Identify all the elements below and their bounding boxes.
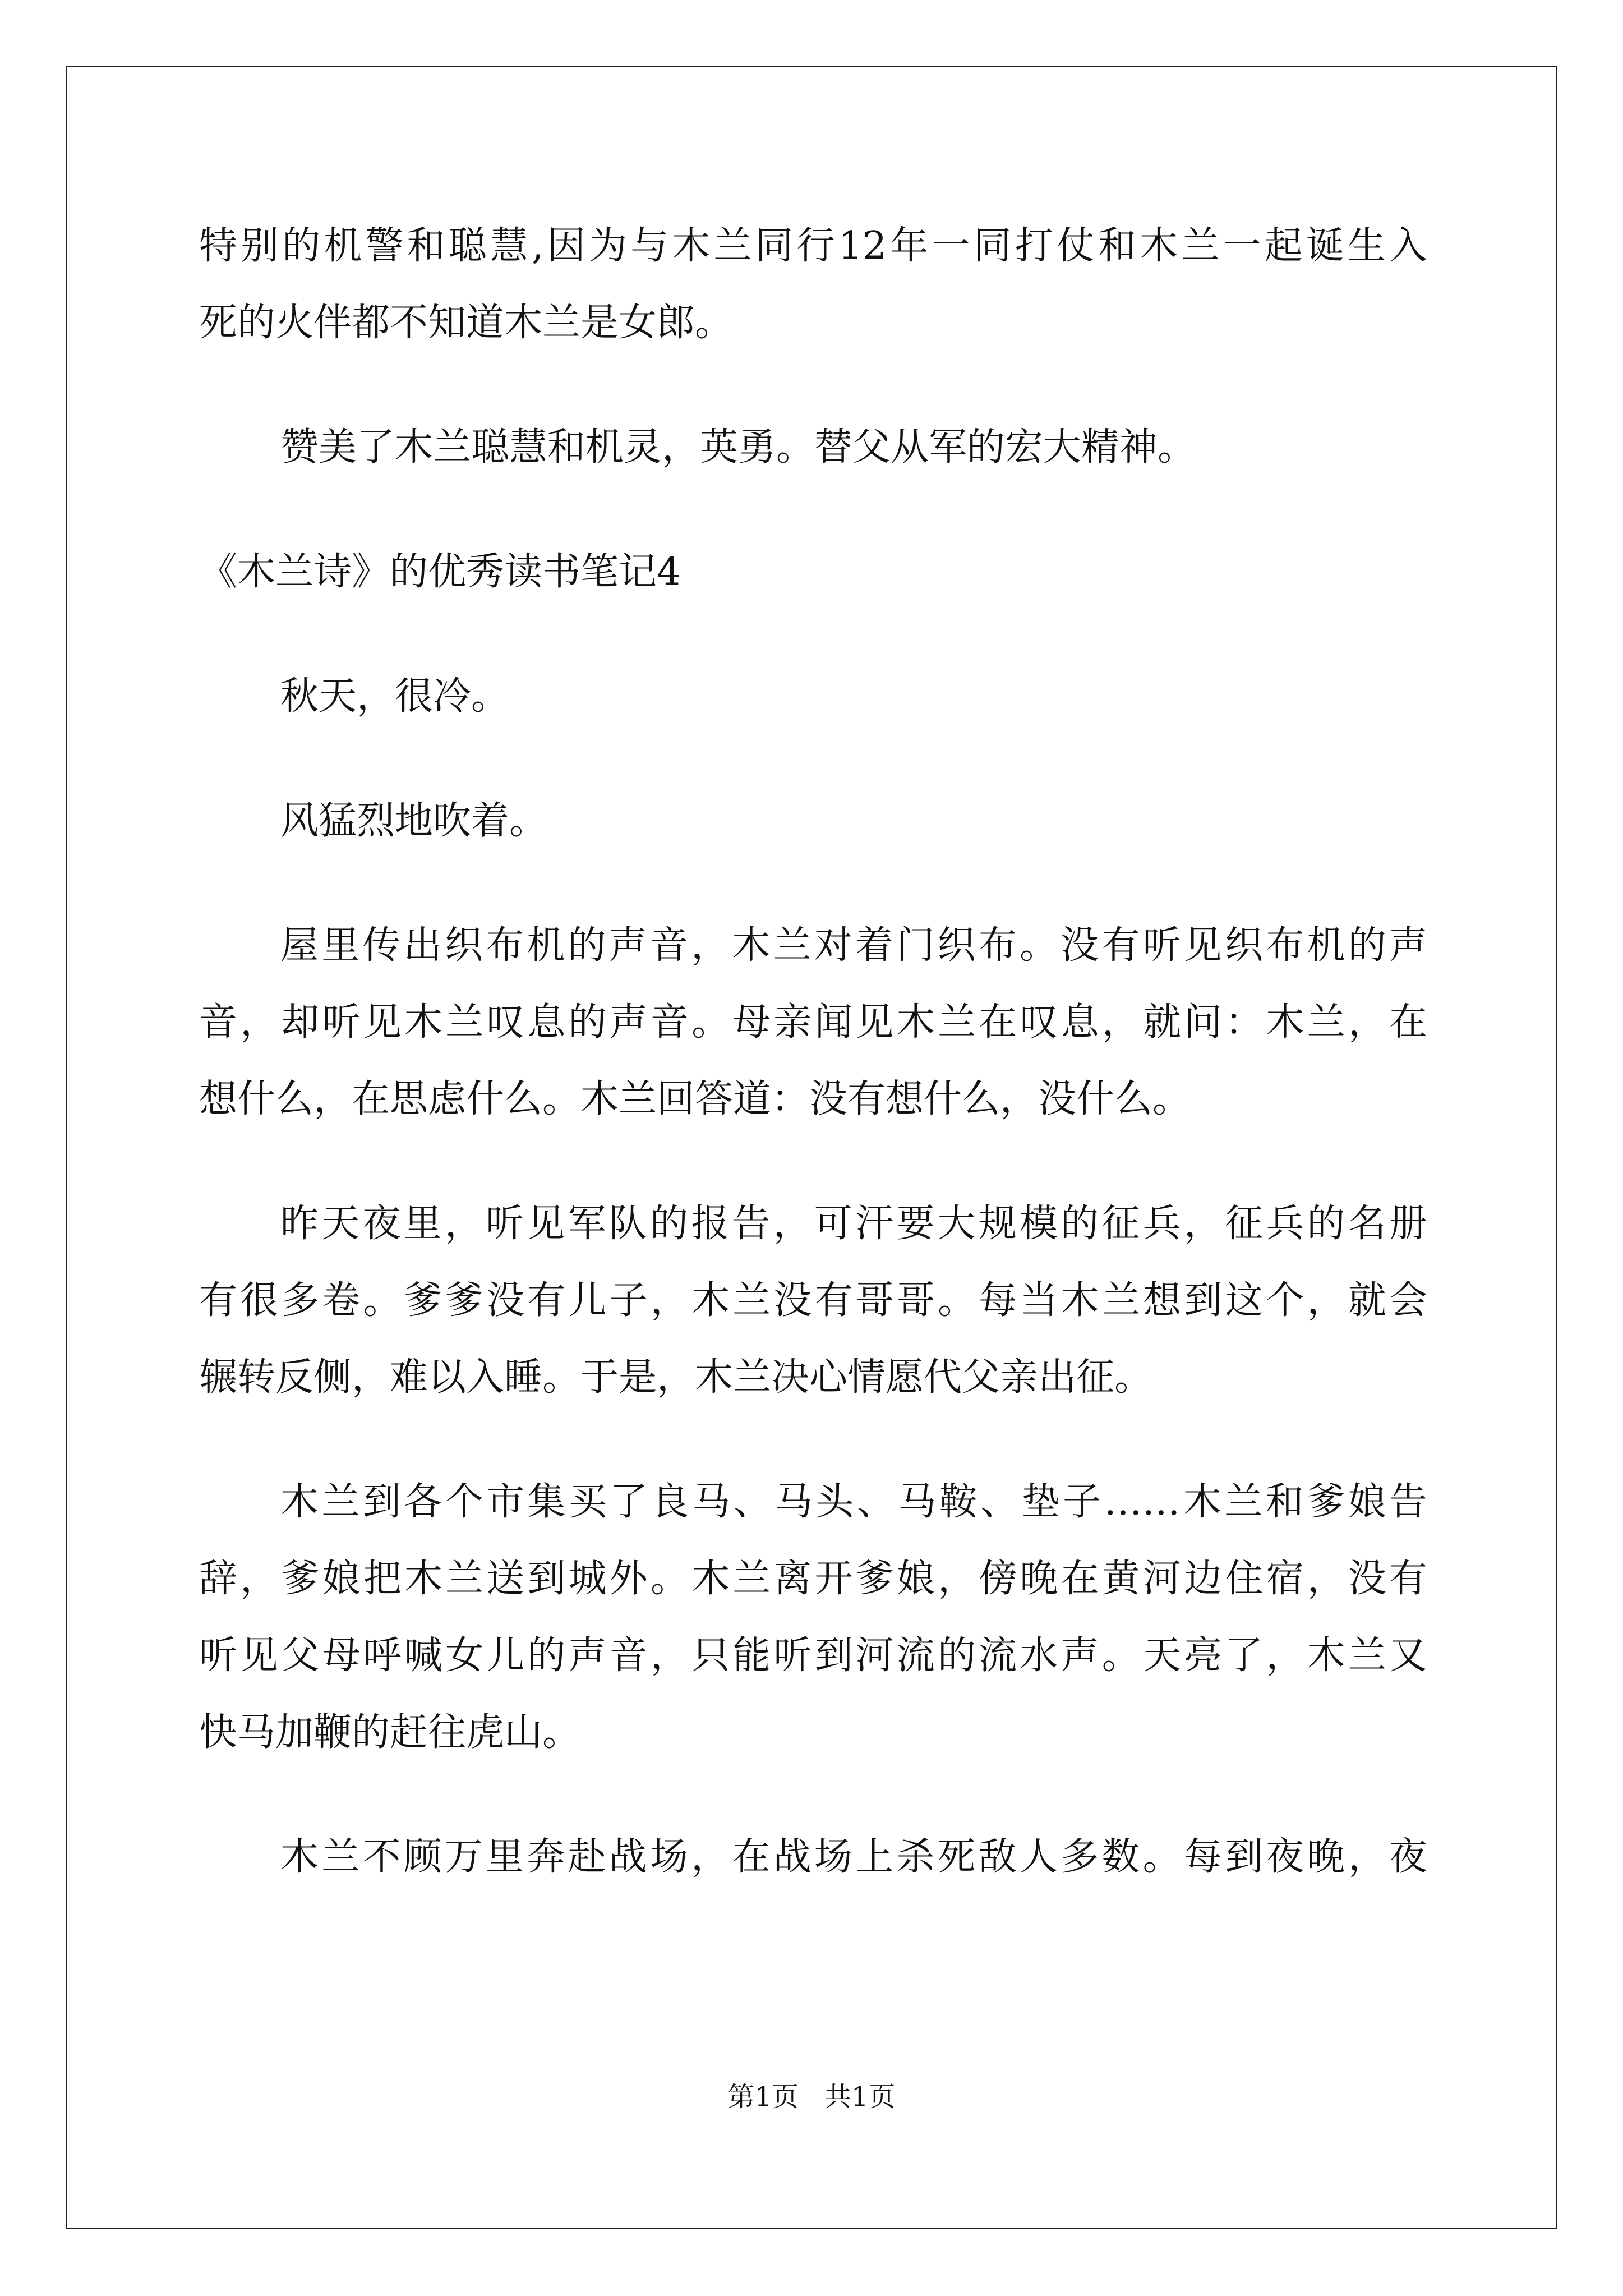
page-number-footer: 第1页 共1页 xyxy=(727,2081,896,2113)
paragraph-line: 音，却听见木兰叹息的声音。母亲闻见木兰在叹息，就问：木兰，在 xyxy=(199,1000,1427,1045)
section-heading: 《木兰诗》的优秀读书笔记4 xyxy=(199,550,681,594)
paragraph-line: 听见父母呼喊女儿的声音，只能听到河流的流水声。天亮了，木兰又 xyxy=(199,1634,1427,1678)
paragraph-line: 想什么，在思虑什么。木兰回答道：没有想什么，没什么。 xyxy=(199,1077,1191,1121)
paragraph-line: 辗转反侧，难以入睡。于是，木兰决心情愿代父亲出征。 xyxy=(199,1355,1153,1400)
document-body xyxy=(199,208,1427,1895)
paragraph-line: 木兰不顾万里奔赴战场，在战场上杀死敌人多数。每到夜晚，夜 xyxy=(280,1835,1427,1879)
paragraph-line: 秋天，很冷。 xyxy=(280,674,510,719)
paragraph-line: 快马加鞭的赶往虎山。 xyxy=(199,1710,581,1755)
paragraph-line: 辞，爹娘把木兰送到城外。木兰离开爹娘，傍晚在黄河边住宿，没有 xyxy=(199,1557,1427,1601)
paragraph-line: 木兰到各个市集买了良马、马头、马鞍、垫子……木兰和爹娘告 xyxy=(280,1480,1427,1524)
paragraph-line: 死的火伴都不知道木兰是女郎。 xyxy=(199,301,734,345)
paragraph-line: 风猛烈地吹着。 xyxy=(280,799,548,843)
paragraph-line: 特别的机警和聪慧,因为与木兰同行12年一同打仗和木兰一起诞生入 xyxy=(199,224,1427,268)
paragraph-line: 有很多卷。爹爹没有儿子，木兰没有哥哥。每当木兰想到这个，就会 xyxy=(199,1278,1427,1323)
paragraph-line: 昨天夜里，听见军队的报告，可汗要大规模的征兵，征兵的名册 xyxy=(280,1202,1427,1246)
paragraph-line: 赞美了木兰聪慧和机灵，英勇。替父从军的宏大精神。 xyxy=(280,425,1196,470)
paragraph-line: 屋里传出织布机的声音，木兰对着门织布。没有听见织布机的声 xyxy=(280,923,1427,968)
